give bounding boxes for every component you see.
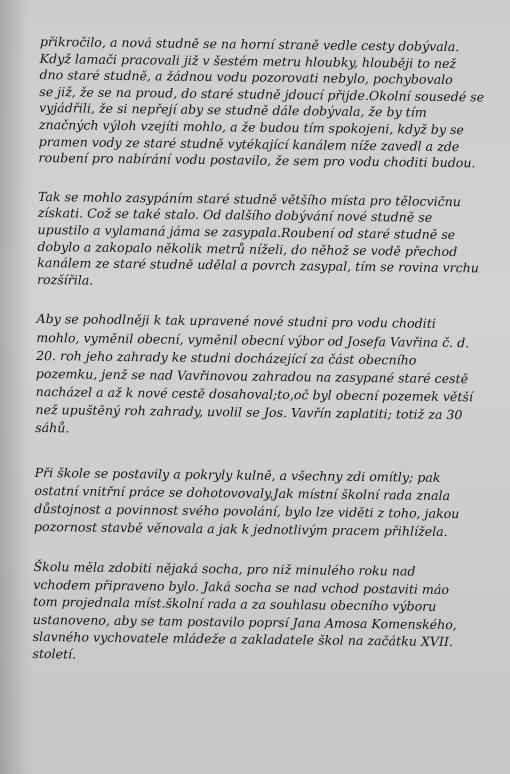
- text-line: Tak se mohlo zasypáním staré studně většího místa pro tělocvičnu: [37, 188, 462, 209]
- text-line: pozemku, jenž se nad Vavřinovou zahradou na zasypané staré cestě: [35, 365, 469, 387]
- text-line: přikročilo, a nová studně se na horní straně vedle cesty dobývala.: [39, 34, 460, 55]
- text-line: kanálem ze staré studně udělal a povrch zasypal, tím se rovina vrchu: [37, 255, 480, 276]
- text-line: upustilo a vylamaná jáma se zasypala.Roubení od staré studně se: [37, 221, 456, 243]
- text-line: vyjádřili, že si nepřejí aby se studně dále dobývala, že by tím: [39, 100, 427, 121]
- text-line: značných výloh vzejíti mohlo, a že budou tím spokojeni, když by se: [38, 116, 465, 138]
- text-line: dno staré studně, a žádnou vodu pozorovati nebylo, pochybovalo: [39, 67, 453, 88]
- text-line: se již, že se na proud, do staré studně jdoucí přijde.Okolní sousedé se: [39, 83, 485, 105]
- text-line: sáhů.: [35, 420, 70, 436]
- text-line: Při škole se postavily a pokryly kulně, a všechny zdi omítly; pak: [34, 464, 441, 485]
- text-line: pramen vody ze staré studně vytékající kanálem níže zavedl a zde: [38, 133, 460, 154]
- text-line: než upuštěný roh zahrady, uvolil se Jos. Vavřín zaplatiti; totiž za 30: [35, 402, 463, 423]
- text-line: pozornost stavbě věnovala a jak k jednotlivým pracem přihlížela.: [33, 519, 448, 540]
- text-line: roubení pro nabírání vodu postavilo, že sem pro vodu choditi budou.: [38, 150, 476, 171]
- text-line: ostatní vnitřní práce se dohotovovaly.Jak místní školní rada znala: [34, 482, 451, 503]
- text-line: mohlo, vyměnil obecní, vyměnil obecní výbor od Josefa Vavřina č. d.: [36, 329, 470, 350]
- text-line: 20. roh jeho zahrady ke studni docházející za část obecního: [35, 347, 417, 368]
- text-line: důstojnost a povinnost svého povolání, bylo lze viděti z toho, jakou: [34, 500, 460, 522]
- paragraph-5: [32, 558, 475, 668]
- text-line: nacházel a až k nové cestě dosahoval;to,oč byl obecní pozemek větší: [35, 384, 474, 405]
- text-line: rozšířila.: [36, 271, 94, 288]
- paragraph-4: [34, 464, 477, 542]
- text-line: století.: [32, 646, 77, 662]
- text-line: Aby se pohodlněji k tak upravené nové studni pro vodu choditi: [36, 311, 436, 332]
- text-line: slavného vychovatele mládeže a zakladatele škol na začátku XVII.: [32, 628, 454, 650]
- text-line: Když lamači pracovali již v šestém metru hloubky, hlouběji to než: [39, 50, 457, 71]
- document-text: [32, 34, 485, 690]
- text-line: tom projednala míst.školní rada a za souhlasu obecního výboru: [32, 594, 437, 615]
- text-line: Školu měla zdobiti nějaká socha, pro niž minulého roku nad: [33, 559, 416, 580]
- text-line: dobylo a zakopalo několik metrů níželi, do něhož se vodě přechod: [37, 238, 458, 259]
- paragraph-3: [35, 310, 479, 443]
- paragraph-1: [38, 34, 485, 172]
- text-line: ustanoveno, aby se tam postavilo poprsí Jana Amosa Komenského,: [32, 611, 457, 632]
- text-line: vchodem připraveno bylo. Jaká socha se nad vchod postaviti máo: [33, 576, 450, 597]
- text-line: získati. Což se také stalo. Od dalšího dobývání nové studně se: [37, 205, 433, 226]
- paragraph-2: [37, 189, 480, 294]
